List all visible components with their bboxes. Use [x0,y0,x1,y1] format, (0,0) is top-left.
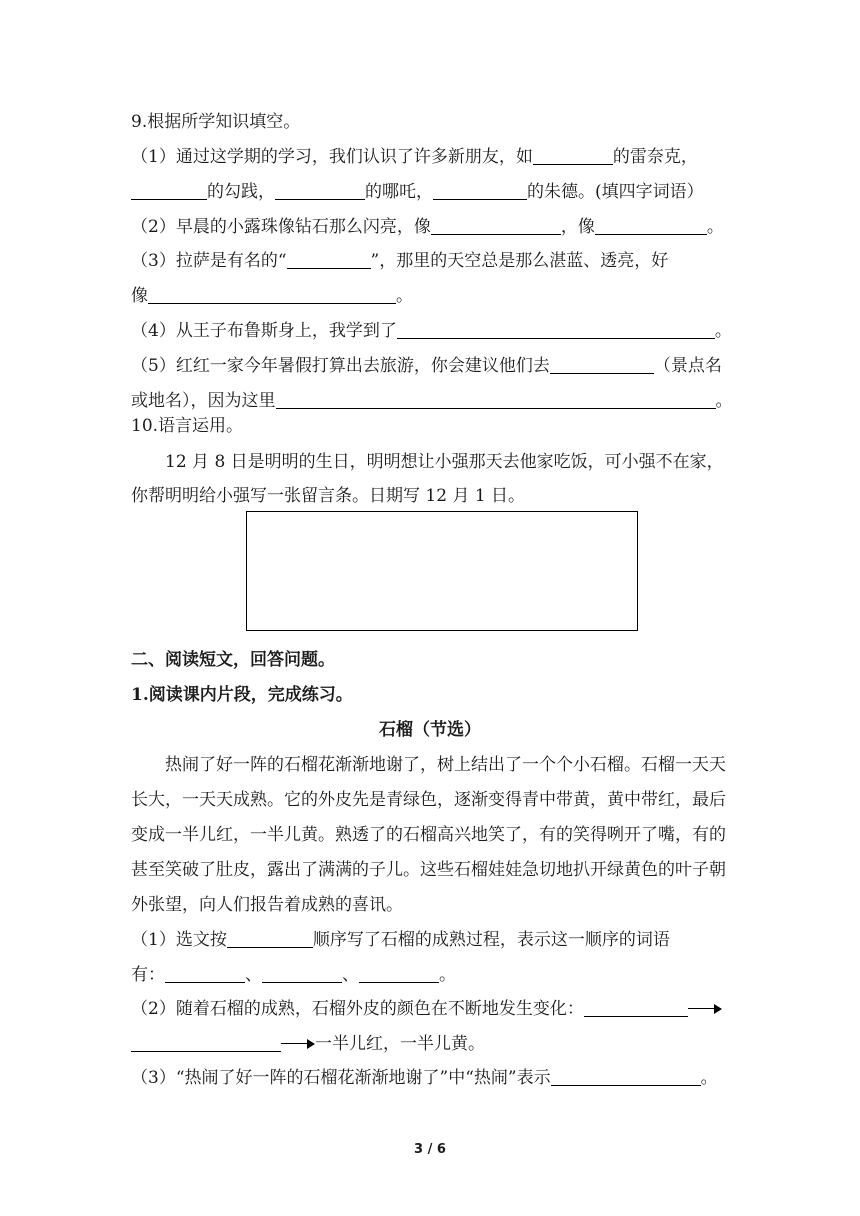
passage-title: 石榴（节选） [379,720,481,740]
reading-q3 [131,1066,718,1090]
question-text: 有： [131,965,165,985]
q9-text: 。 [714,321,732,341]
reading-q2-line-1 [131,997,722,1021]
q9-text: 。 [715,391,733,411]
answer-blank[interactable] [131,181,207,200]
reading-q1-line-1 [131,928,670,952]
answer-blank[interactable] [551,1067,701,1086]
q9-item-5-line-1 [131,354,722,378]
q9-text: ，像 [560,217,595,237]
question-text: （3）“热闹了好一阵的石榴花渐渐地谢了”中“热闹”表示 [131,1068,551,1088]
question-text: 顺序写了石榴的成熟过程，表示这一顺序的词语 [312,930,670,950]
q9-item-1-line-1 [131,145,698,169]
q9-text: （景点名 [653,356,722,376]
question-text: 。 [700,1068,718,1088]
q9-text: 的雷奈克， [612,147,698,167]
q10-paragraph-line-2: 你帮明明给小强写一张留言条。日期写 12 月 1 日。 [131,486,526,506]
q9-text: ”，那里的天空总是那么湛蓝、透亮，好 [370,251,669,271]
answer-blank[interactable] [276,390,716,409]
q9-text: （5）红红一家今年暑假打算出去旅游，你会建议他们去 [131,356,550,376]
answer-blank[interactable] [131,1033,281,1052]
q9-item-1-line-2 [131,180,704,204]
question-text: 。 [439,965,456,985]
q10-title: 10.语言运用。 [131,416,244,436]
q9-text: 或地名），因为这里 [131,391,276,411]
q9-text: 的朱德。(填四字词语） [527,182,704,202]
q9-text: （2）早晨的小露珠像钻石那么闪亮，像 [131,217,431,237]
q9-item-4 [131,319,732,343]
arrow-right-icon [281,1034,315,1052]
q9-item-5-line-2 [131,389,733,413]
question-text: 、 [245,965,262,985]
answer-blank[interactable] [431,216,561,235]
answer-blank[interactable] [165,964,245,983]
answer-blank[interactable] [275,181,365,200]
question-text: 一半儿红，一半儿黄。 [315,1034,485,1054]
answer-blank[interactable] [533,146,613,165]
q9-text: （3）拉萨是有名的“ [131,251,287,271]
message-note-box[interactable] [246,511,638,631]
answer-blank[interactable] [433,181,527,200]
q9-text: （4）从王子布鲁斯身上，我学到了 [131,321,397,341]
answer-blank[interactable] [148,285,396,304]
answer-blank[interactable] [287,250,371,269]
answer-blank[interactable] [227,929,313,948]
q9-text: 。 [396,286,413,306]
q9-item-3-line-1 [131,249,668,273]
question-text: （2）随着石榴的成熟，石榴外皮的颜色在不断地发生变化： [131,999,584,1019]
answer-blank[interactable] [584,998,688,1017]
q9-text: 。 [706,217,724,237]
q9-item-2 [131,215,724,239]
passage-line-2: 长大，一天天成熟。它的外皮先是青绿色，逐渐变得青中带黄，黄中带红，最后 [131,790,726,810]
section-2-question-1: 1.阅读课内片段，完成练习。 [131,685,353,705]
question-text: （1）选文按 [131,930,227,950]
question-text: 、 [342,965,359,985]
reading-q1-line-2 [131,963,456,987]
answer-blank[interactable] [595,216,707,235]
passage-line-3: 变成一半儿红，一半儿黄。熟透了的石榴高兴地笑了，有的笑得咧开了嘴，有的 [131,825,726,845]
page-number: 3 / 6 [414,1142,446,1157]
q9-text: （1）通过这学期的学习，我们认识了许多新朋友，如 [131,147,533,167]
q9-text: 像 [131,286,148,306]
q9-text: 的勾践， [207,182,275,202]
q9-item-3-line-2 [131,284,413,308]
reading-q2-line-2 [131,1032,485,1056]
passage-line-4: 甚至笑破了肚皮，露出了满满的子儿。这些石榴娃娃急切地扒开绿黄色的叶子朝 [131,860,726,880]
section-2-heading: 二、阅读短文，回答问题。 [131,650,335,670]
answer-blank[interactable] [550,355,654,374]
answer-blank[interactable] [262,964,342,983]
arrow-right-icon [688,999,722,1017]
passage-line-1: 热闹了好一阵的石榴花渐渐地谢了，树上结出了一个个小石榴。石榴一天天 [165,755,726,775]
answer-blank[interactable] [397,320,715,339]
answer-blank[interactable] [359,964,439,983]
q10-paragraph-line-1: 12 月 8 日是明明的生日，明明想让小强那天去他家吃饭，可小强不在家， [165,452,724,472]
q9-title: 9.根据所学知识填空。 [131,112,301,132]
q9-text: 的哪吒， [365,182,433,202]
passage-line-5: 外张望，向人们报告着成熟的喜讯。 [131,895,403,915]
